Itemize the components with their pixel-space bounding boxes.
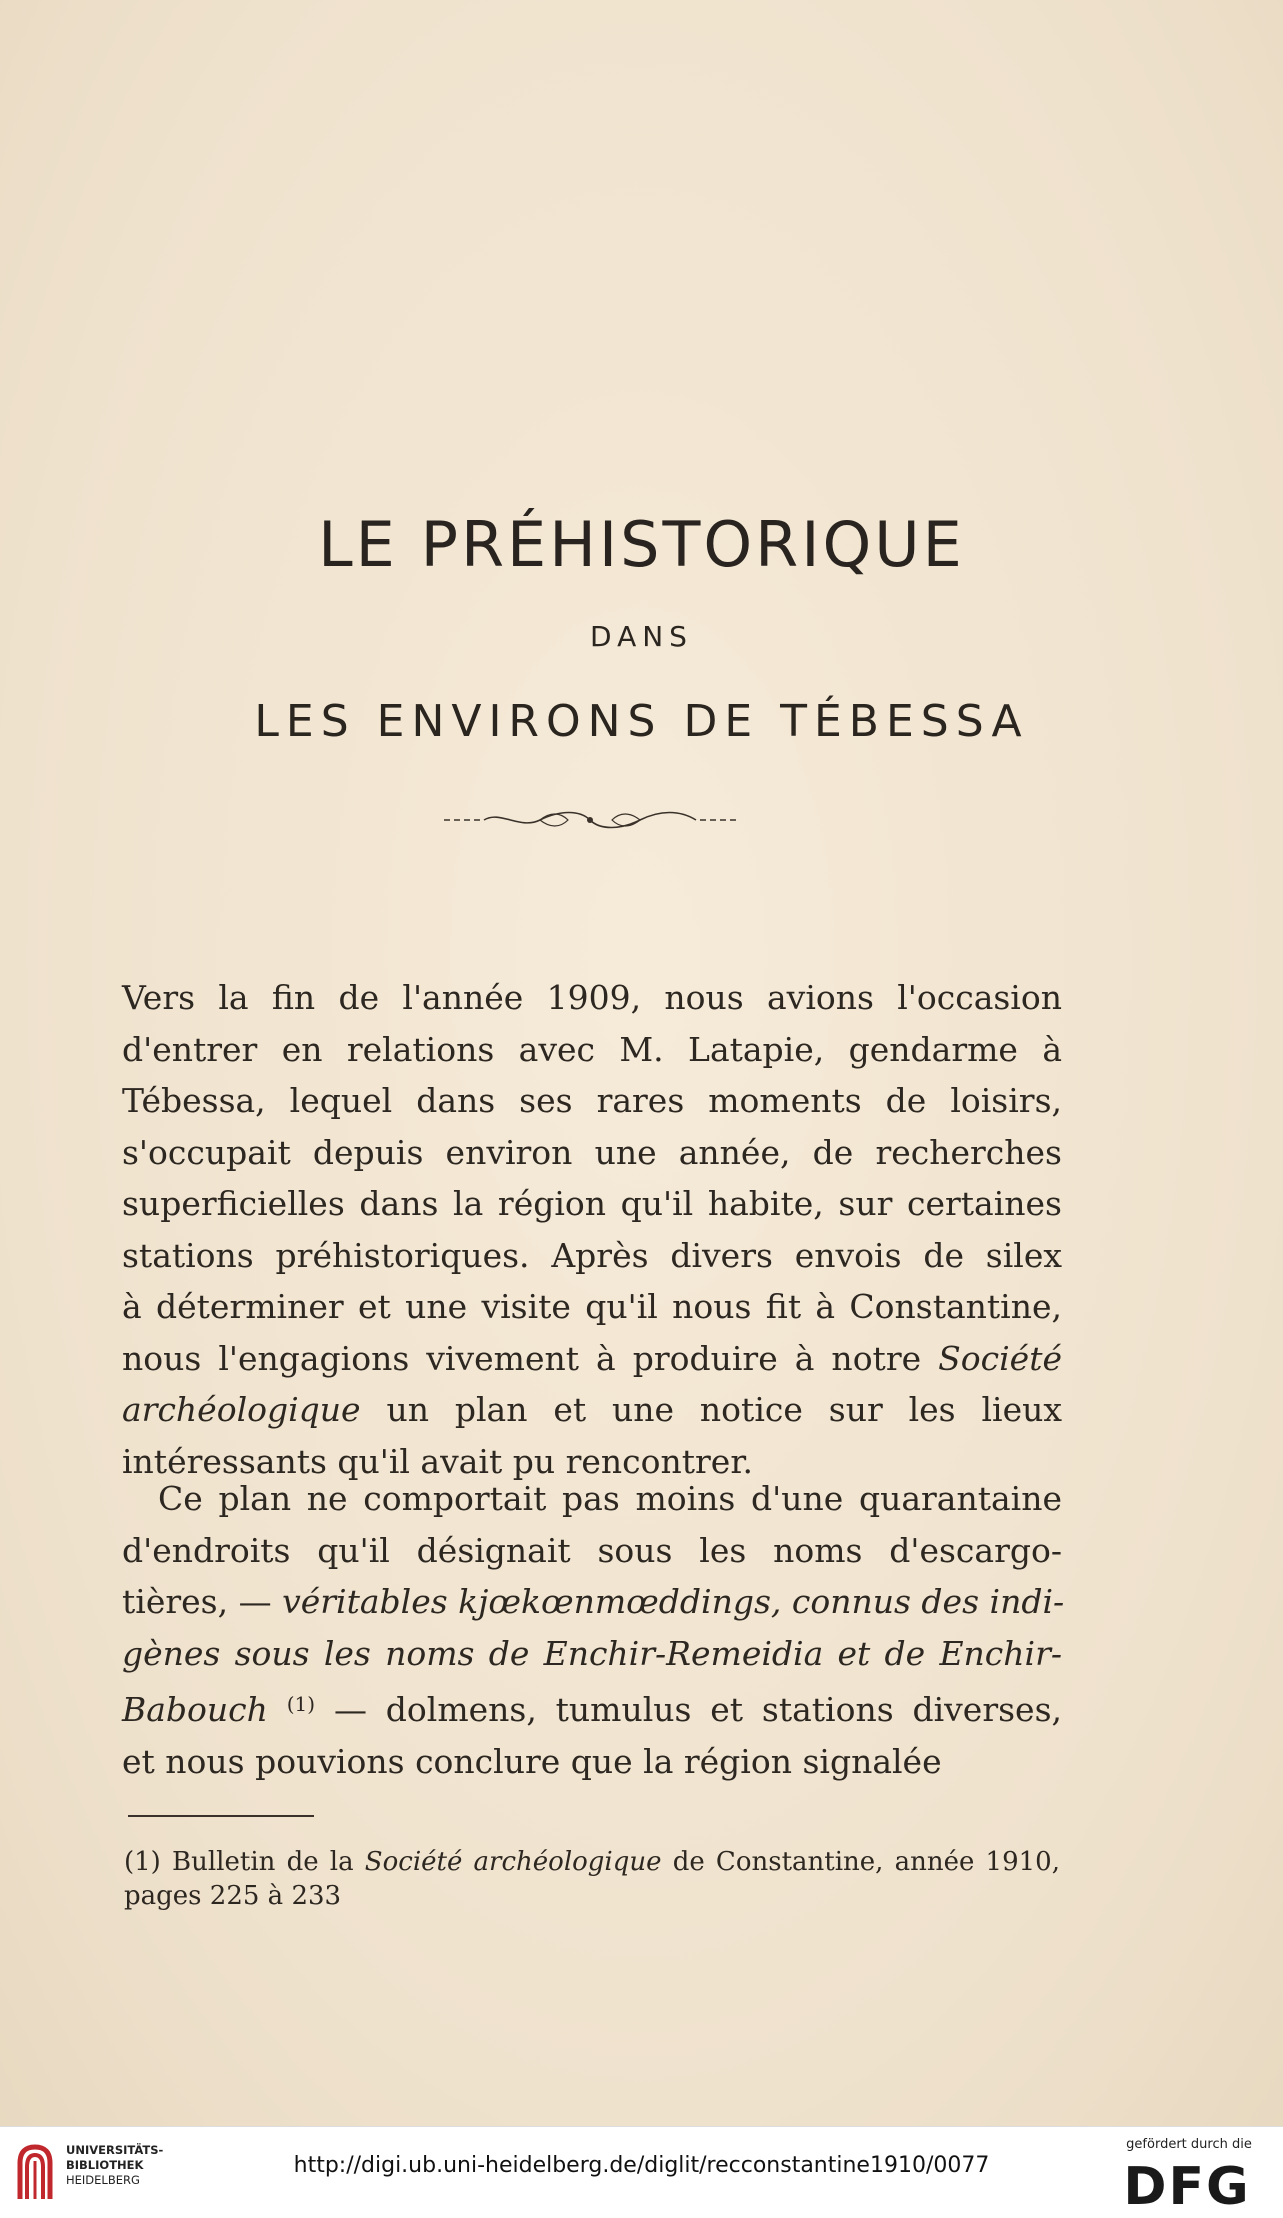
text-line: stations préhistoriques. Après divers envois de silex <box>122 1235 1062 1275</box>
text-line: s'occupait depuis environ une année, de recherches <box>122 1132 1062 1172</box>
italic-span: Babouch <box>122 1690 268 1729</box>
text-span: nous l'engagions vivement à produire à notre <box>122 1338 922 1378</box>
footnote <box>124 1845 1060 1913</box>
text-span: tières, — <box>122 1582 272 1621</box>
paragraph-1 <box>122 972 1062 1487</box>
text-line: Tébessa, lequel dans ses rares moments de loisirs, <box>122 1081 1062 1120</box>
text-line: d'entrer en relations avec M. Latapie, gendarme à <box>122 1029 1062 1069</box>
text-span: (1) Bulletin de la <box>124 1847 354 1877</box>
footnote-rule <box>128 1815 314 1817</box>
text-span: un plan et une notice sur les lieux <box>386 1390 1062 1429</box>
text-line <box>122 1679 1062 1736</box>
footnote-line: pages 225 à 233 <box>124 1881 342 1911</box>
paragraph-2 <box>122 1473 1065 1787</box>
text-span: de Constantine, année 1910, <box>672 1847 1060 1877</box>
page-title-place: LES ENVIRONS DE TÉBESSA <box>254 696 1029 747</box>
text-line: d'endroits qu'il désignait sous les noms d'escargo- <box>122 1530 1062 1570</box>
text-line: gènes sous les noms de Enchir-Remeidia et de Enchir- <box>122 1633 1062 1673</box>
text-line: superficielles dans la région qu'il habite, sur certaines <box>122 1184 1062 1223</box>
footnote-line <box>124 1845 1060 1879</box>
footnote-ref: (1) <box>286 1692 316 1716</box>
funder-note: gefördert durch die <box>1126 2137 1252 2152</box>
page-subtitle: DANS <box>590 620 693 653</box>
italic-archeologique: archéologique <box>122 1390 361 1429</box>
library-line-1: UNIVERSITÄTS- <box>66 2143 164 2157</box>
italic-society: Société <box>938 1338 1062 1378</box>
text-line: Ce plan ne comportait pas moins d'une quarantaine <box>158 1479 1062 1518</box>
italic-span: Société archéologique <box>364 1847 662 1877</box>
text-line: à déterminer et une visite qu'il nous fit à Constantine, <box>122 1287 1062 1326</box>
italic-span: véritables kjœkœnmœddings, connus des indi- <box>282 1582 1065 1621</box>
text-line: intéressants qu'il avait pu rencontrer. <box>122 1441 753 1481</box>
footer-bar <box>0 2126 1283 2218</box>
text-line: et nous pouvions conclure que la région signalée <box>122 1741 942 1781</box>
page-title: LE PRÉHISTORIQUE <box>318 508 965 581</box>
library-line-3: HEIDELBERG <box>66 2173 140 2187</box>
library-line-2: BIBLIOTHEK <box>66 2158 144 2172</box>
text-line: Vers la fin de l'année 1909, nous avions l'occasion <box>122 978 1062 1017</box>
text-span: — dolmens, tumulus et stations diverses, <box>333 1690 1062 1729</box>
dfg-logo[interactable]: DFG <box>1123 2157 1251 2217</box>
text-line <box>122 1576 1065 1628</box>
permalink-url[interactable]: http://digi.ub.uni-heidelberg.de/diglit/recconstantine1910/0077 <box>293 2153 990 2178</box>
text-line <box>122 1333 1062 1385</box>
ornament-divider-icon <box>440 808 740 832</box>
text-line <box>122 1384 1062 1436</box>
